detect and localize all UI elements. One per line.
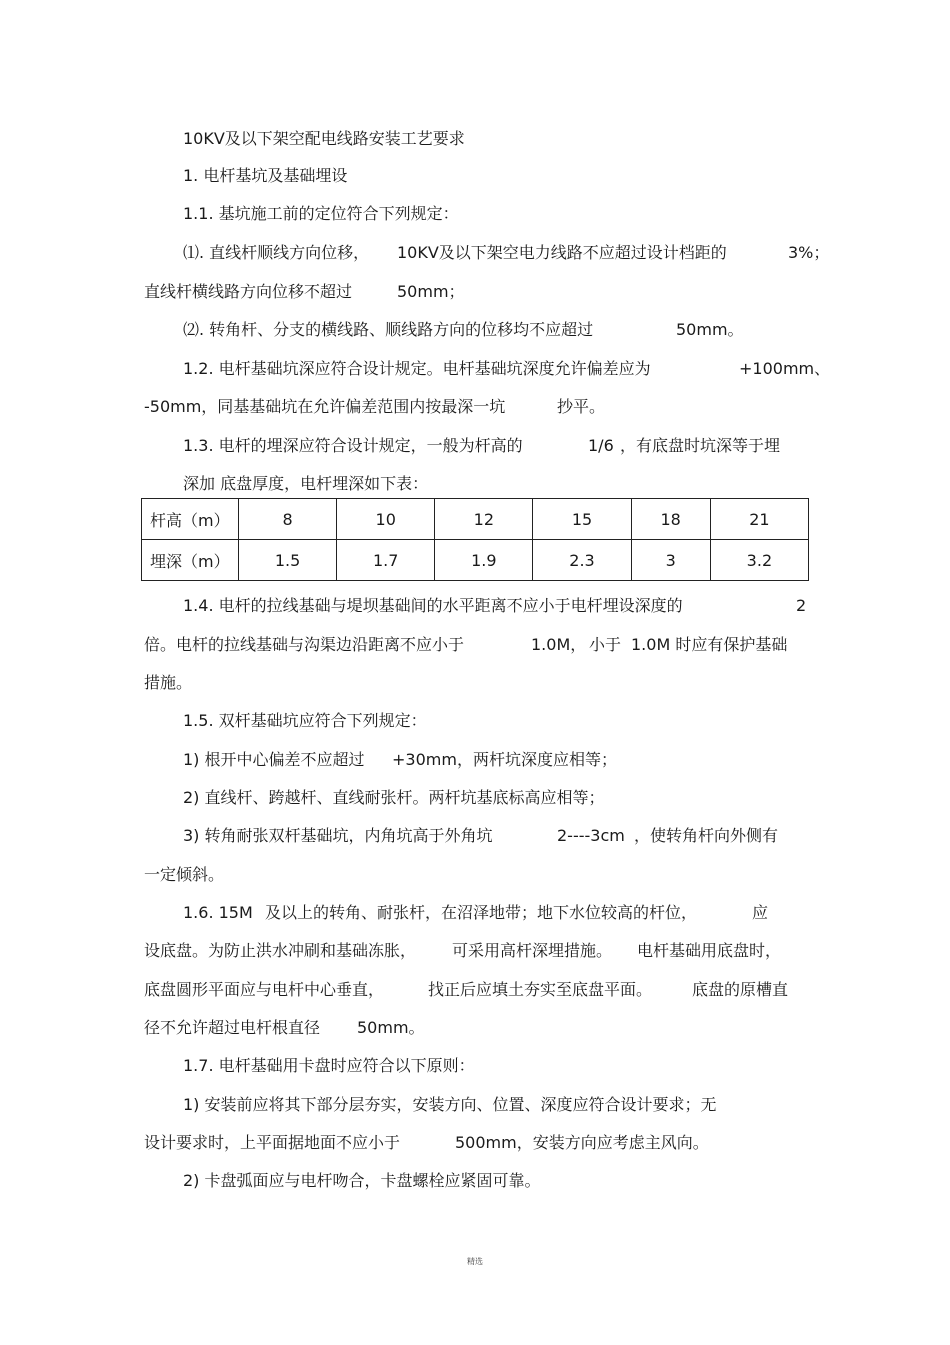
table-cell: 8 — [239, 499, 337, 540]
pole-depth-table — [141, 498, 809, 581]
page-footer: 精选 — [467, 1257, 483, 1266]
para-1-3-line2: 深加 底盘厚度，电杆埋深如下表： — [183, 474, 429, 493]
section-1-1-heading: 1.1. 基坑施工前的定位符合下列规定： — [183, 204, 459, 223]
table-cell: 10 — [337, 499, 435, 540]
para-1-5-2: 2) 直线杆、跨越杆、直线耐张杆。两杆坑基底标高应相等； — [183, 788, 605, 807]
table-row — [142, 540, 809, 581]
table-cell: 1.7 — [337, 540, 435, 581]
table-cell: 3.2 — [710, 540, 808, 581]
section-1-heading: 1. 电杆基坑及基础埋设 — [183, 166, 348, 185]
table-cell: 2.3 — [533, 540, 631, 581]
table-cell: 杆高（m） — [142, 499, 239, 540]
para-1-5-3-line2: 一定倾斜。 — [144, 865, 225, 884]
table-cell: 1.9 — [435, 540, 533, 581]
para-1-7-2: 2) 卡盘弧面应与电杆吻合，卡盘螺栓应紧固可靠。 — [183, 1171, 541, 1190]
table-row — [142, 499, 809, 540]
para-1-7-1-line1: 1) 安装前应将其下部分层夯实，安装方向、位置、深度应符合设计要求；无 — [183, 1095, 717, 1114]
table-cell: 1.5 — [239, 540, 337, 581]
table-cell: 15 — [533, 499, 631, 540]
table-cell: 12 — [435, 499, 533, 540]
table-cell: 21 — [710, 499, 808, 540]
para-1-4-line3: 措施。 — [144, 673, 193, 692]
doc-title: 10KV及以下架空配电线路安装工艺要求 — [183, 129, 465, 148]
table-cell: 3 — [631, 540, 710, 581]
section-1-7-heading: 1.7. 电杆基础用卡盘时应符合以下原则： — [183, 1056, 475, 1075]
table-cell: 18 — [631, 499, 710, 540]
section-1-5-heading: 1.5. 双杆基础坑应符合下列规定： — [183, 711, 427, 730]
table-cell: 埋深（m） — [142, 540, 239, 581]
